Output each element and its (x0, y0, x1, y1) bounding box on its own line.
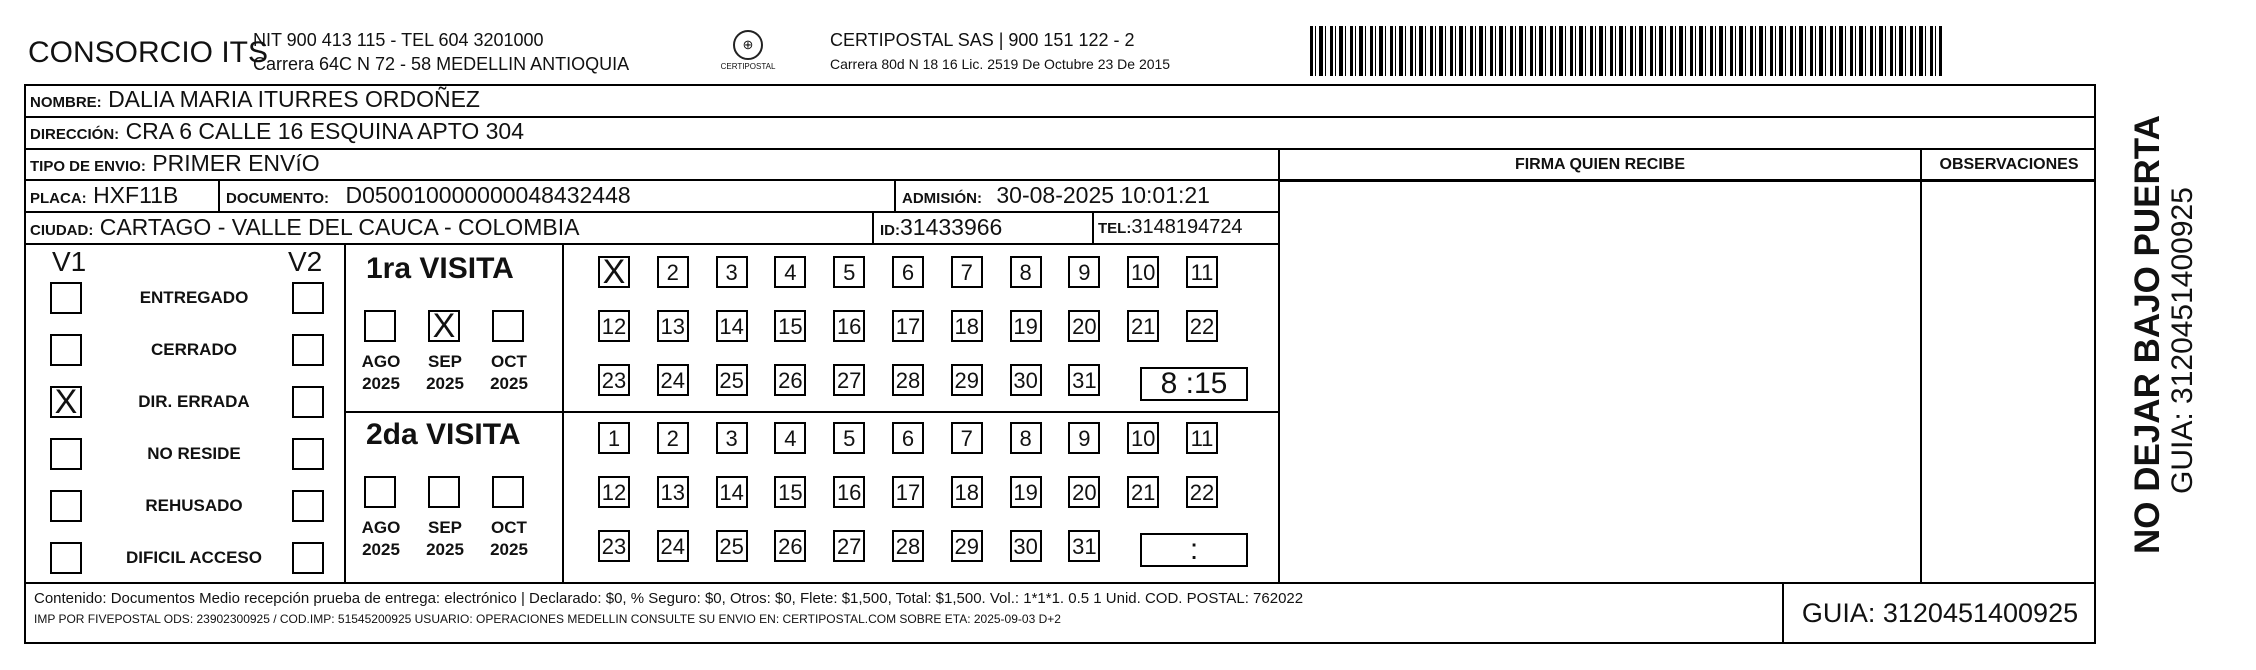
visit2-day-box[interactable]: 29 (951, 530, 983, 562)
visit1-month-checkbox[interactable]: X (428, 310, 460, 342)
documento-field (226, 182, 631, 209)
visit1-day-box[interactable]: 15 (774, 310, 806, 342)
visit1-day-box[interactable]: 24 (657, 364, 689, 396)
tipo-envio-field (30, 150, 320, 177)
certipostal-nit: CERTIPOSTAL SAS | 900 151 122 - 2 (830, 30, 1135, 50)
visit2-day-box[interactable]: 2 (657, 422, 689, 454)
visit1-day-box[interactable]: 8 (1010, 256, 1042, 288)
nombre-value: DALIA MARIA ITURRES ORDOÑEZ (108, 86, 480, 112)
visit1-day-box[interactable]: 12 (598, 310, 630, 342)
visit2-day-box[interactable]: 30 (1010, 530, 1042, 562)
visit2-day-box[interactable]: 6 (892, 422, 924, 454)
company-info (253, 28, 629, 76)
status-option-label: NO RESIDE (147, 444, 241, 463)
visit2-day-box[interactable]: 22 (1186, 476, 1218, 508)
visit1-day-box[interactable]: X (598, 256, 630, 288)
visit1-title: 1ra VISITA (366, 252, 514, 285)
divider (872, 212, 874, 244)
visit2-time[interactable]: : (1140, 533, 1248, 567)
nombre-label: NOMBRE: (30, 94, 102, 111)
visit2-month-name: OCT (491, 518, 527, 537)
footer-contenido: Contenido: Documentos Medio recepción prueba de entrega: electrónico | Declarado: $0, % Seguro: $0, Otros: $0, Flete: $1,500, Total: $1,500. Vol.: 1*1*1. 0.5 1 Unid. COD. POSTAL: 762022 (34, 590, 1304, 607)
footer-impresion: IMP POR FIVEPOSTAL ODS: 23902300925 / COD.IMP: 51545200925 USUARIO: OPERACIONES MEDELLIN CONSULTE SU ENVIO EN: CERTIPOSTAL.COM SOBRE ETA: 2025-09-03 D+2 (34, 612, 1061, 626)
visit2-day-box[interactable]: 8 (1010, 422, 1042, 454)
visit1-month-checkbox[interactable] (492, 310, 524, 342)
barcode (1310, 26, 1942, 76)
visit2-month-checkbox[interactable] (492, 476, 524, 508)
direccion-value: CRA 6 CALLE 16 ESQUINA APTO 304 (125, 118, 525, 144)
visit2-day-box[interactable]: 26 (774, 530, 806, 562)
visit1-month-year: 2025 (362, 374, 400, 393)
visit2-day-box[interactable]: 14 (716, 476, 748, 508)
divider (1920, 149, 1922, 583)
visit2-day-box[interactable]: 5 (833, 422, 865, 454)
status-option-label: DIR. ERRADA (138, 392, 250, 411)
divider (1278, 149, 1280, 583)
divider (24, 243, 1278, 245)
visit1-day-box[interactable]: 3 (716, 256, 748, 288)
placa-field (30, 182, 178, 209)
tel-field (1098, 216, 1243, 239)
firma-header: FIRMA QUIEN RECIBE (1514, 156, 1686, 173)
visit1-day-box[interactable]: 9 (1068, 256, 1100, 288)
visit2-day-box[interactable]: 12 (598, 476, 630, 508)
ciudad-field (30, 214, 579, 241)
v2-header: V2 (288, 246, 323, 277)
id-label: ID: (880, 222, 900, 239)
visit2-day-box[interactable]: 21 (1127, 476, 1159, 508)
visit2-day-box[interactable]: 9 (1068, 422, 1100, 454)
visit2-month-checkbox[interactable] (428, 476, 460, 508)
visit1-month-name: AGO (361, 352, 401, 371)
divider (24, 211, 1278, 213)
ciudad-value: CARTAGO - VALLE DEL CAUCA - COLOMBIA (99, 214, 580, 240)
status-v2-checkbox[interactable] (292, 542, 324, 574)
visit2-day-box[interactable]: 3 (716, 422, 748, 454)
divider (344, 411, 1278, 413)
direccion-label: DIRECCIÓN: (30, 126, 120, 143)
visit2-day-box[interactable]: 17 (892, 476, 924, 508)
status-v1-checkbox[interactable] (50, 282, 82, 314)
id-field (880, 214, 1002, 241)
tipo-envio-value: PRIMER ENVíO (152, 150, 320, 176)
visit1-day-box[interactable]: 21 (1127, 310, 1159, 342)
visit2-day-box[interactable]: 24 (657, 530, 689, 562)
visit2-day-box[interactable]: 27 (833, 530, 865, 562)
visit1-day-box[interactable]: 16 (833, 310, 865, 342)
placa-label: PLACA: (30, 190, 87, 207)
status-v1-checkbox[interactable] (50, 542, 82, 574)
visit1-day-box[interactable]: 27 (833, 364, 865, 396)
divider (1092, 212, 1094, 244)
visit2-day-box[interactable]: 15 (774, 476, 806, 508)
status-v1-checkbox[interactable] (50, 490, 82, 522)
visit2-day-box[interactable]: 13 (657, 476, 689, 508)
id-value: 31433966 (900, 214, 1003, 240)
visit2-day-box[interactable]: 20 (1068, 476, 1100, 508)
direccion-field (30, 118, 524, 145)
visit1-day-box[interactable]: 13 (657, 310, 689, 342)
visit2-month-name: AGO (361, 518, 401, 537)
visit2-day-box[interactable]: 10 (1127, 422, 1159, 454)
tipo-envio-label: TIPO DE ENVIO: (30, 158, 146, 175)
status-option-label: CERRADO (151, 340, 237, 359)
certipostal-address: Carrera 80d N 18 16 Lic. 2519 De Octubre 23 De 2015 (830, 56, 1171, 72)
status-option-label: DIFICIL ACCESO (125, 548, 262, 567)
documento-value: D050010000000048432448 (345, 182, 631, 208)
divider (894, 180, 896, 212)
visit1-day-box[interactable]: 26 (774, 364, 806, 396)
visit1-day-box[interactable]: 22 (1186, 310, 1218, 342)
visit1-day-box[interactable]: 10 (1127, 256, 1159, 288)
visit1-month-year: 2025 (426, 374, 464, 393)
visit2-title: 2da VISITA (366, 418, 521, 451)
visit2-day-box[interactable]: 31 (1068, 530, 1100, 562)
placa-value: HXF11B (93, 182, 179, 208)
visit2-month-year: 2025 (426, 540, 464, 559)
v1-header: V1 (52, 246, 87, 277)
visit1-day-box[interactable]: 6 (892, 256, 924, 288)
visit2-day-box[interactable]: 18 (951, 476, 983, 508)
visit1-month-name: OCT (491, 352, 527, 371)
visit1-time[interactable]: 8 :15 (1140, 367, 1248, 401)
status-v2-checkbox[interactable] (292, 438, 324, 470)
visit1-day-box[interactable]: 14 (716, 310, 748, 342)
visit1-day-box[interactable]: 29 (951, 364, 983, 396)
visit1-day-box[interactable]: 17 (892, 310, 924, 342)
company-address: Carrera 64C N 72 - 58 MEDELLIN ANTIOQUIA (253, 54, 630, 74)
admision-label: ADMISIÓN: (902, 190, 982, 207)
tel-value: 3148194724 (1131, 216, 1243, 238)
visit2-month-year: 2025 (490, 540, 528, 559)
observaciones-header: OBSERVACIONES (1939, 156, 2079, 173)
status-v1-checkbox[interactable] (50, 438, 82, 470)
visit1-day-box[interactable]: 25 (716, 364, 748, 396)
visit2-month-year: 2025 (362, 540, 400, 559)
admision-value: 30-08-2025 10:01:21 (996, 182, 1210, 208)
company-nit: NIT 900 413 115 - TEL 604 3201000 (253, 30, 544, 50)
visit2-month-name: SEP (427, 518, 463, 537)
divider (562, 244, 564, 582)
visit1-month-year: 2025 (490, 374, 528, 393)
footer-guia: GUIA: 3120451400925 (1782, 582, 2096, 644)
documento-label: DOCUMENTO: (226, 190, 330, 207)
certipostal-info (830, 28, 1170, 76)
status-v2-checkbox[interactable] (292, 282, 324, 314)
divider (1278, 180, 2096, 182)
status-v2-checkbox[interactable] (292, 490, 324, 522)
visit1-day-box[interactable]: 20 (1068, 310, 1100, 342)
visit1-day-box[interactable]: 31 (1068, 364, 1100, 396)
visit1-month-name: SEP (427, 352, 463, 371)
visit1-day-box[interactable]: 11 (1186, 256, 1218, 288)
status-v2-checkbox[interactable] (292, 386, 324, 418)
visit2-day-box[interactable]: 19 (1010, 476, 1042, 508)
side-text (2128, 84, 2228, 644)
visit2-day-box[interactable]: 28 (892, 530, 924, 562)
visit2-day-box[interactable]: 23 (598, 530, 630, 562)
visit2-day-box[interactable]: 16 (833, 476, 865, 508)
divider (24, 148, 2096, 150)
side-warning: NO DEJAR BAJO PUERTA (2128, 115, 2167, 554)
admision-field (902, 182, 1210, 209)
status-v1-checkbox[interactable] (50, 334, 82, 366)
visit2-day-box[interactable]: 25 (716, 530, 748, 562)
status-option-label: REHUSADO (145, 496, 243, 515)
status-v2-checkbox[interactable] (292, 334, 324, 366)
visit1-day-box[interactable]: 2 (657, 256, 689, 288)
visit1-day-box[interactable]: 4 (774, 256, 806, 288)
visit1-day-box[interactable]: 5 (833, 256, 865, 288)
visit1-day-box[interactable]: 30 (1010, 364, 1042, 396)
visit1-day-box[interactable]: 18 (951, 310, 983, 342)
visit2-day-box[interactable]: 1 (598, 422, 630, 454)
divider (344, 244, 346, 582)
logo-text: CERTIPOSTAL (720, 62, 776, 71)
visit1-day-box[interactable]: 23 (598, 364, 630, 396)
visit2-day-box[interactable]: 4 (774, 422, 806, 454)
visit1-day-box[interactable]: 7 (951, 256, 983, 288)
visit2-month-checkbox[interactable] (364, 476, 396, 508)
visit1-month-checkbox[interactable] (364, 310, 396, 342)
visit2-day-box[interactable]: 11 (1186, 422, 1218, 454)
visit1-day-box[interactable]: 19 (1010, 310, 1042, 342)
status-option-label: ENTREGADO (139, 288, 249, 307)
visit2-day-box[interactable]: 7 (951, 422, 983, 454)
divider (218, 180, 220, 212)
company-name: CONSORCIO ITS (28, 36, 269, 69)
side-guia: GUIA: 3120451400925 (2166, 187, 2199, 494)
ciudad-label: CIUDAD: (30, 222, 94, 239)
status-v1-checkbox[interactable]: X (50, 386, 82, 418)
visit1-day-box[interactable]: 28 (892, 364, 924, 396)
tel-label: TEL: (1098, 220, 1132, 237)
certipostal-logo (718, 30, 778, 80)
nombre-field (30, 86, 480, 113)
logo-mark-icon: ⊕ (733, 30, 763, 60)
